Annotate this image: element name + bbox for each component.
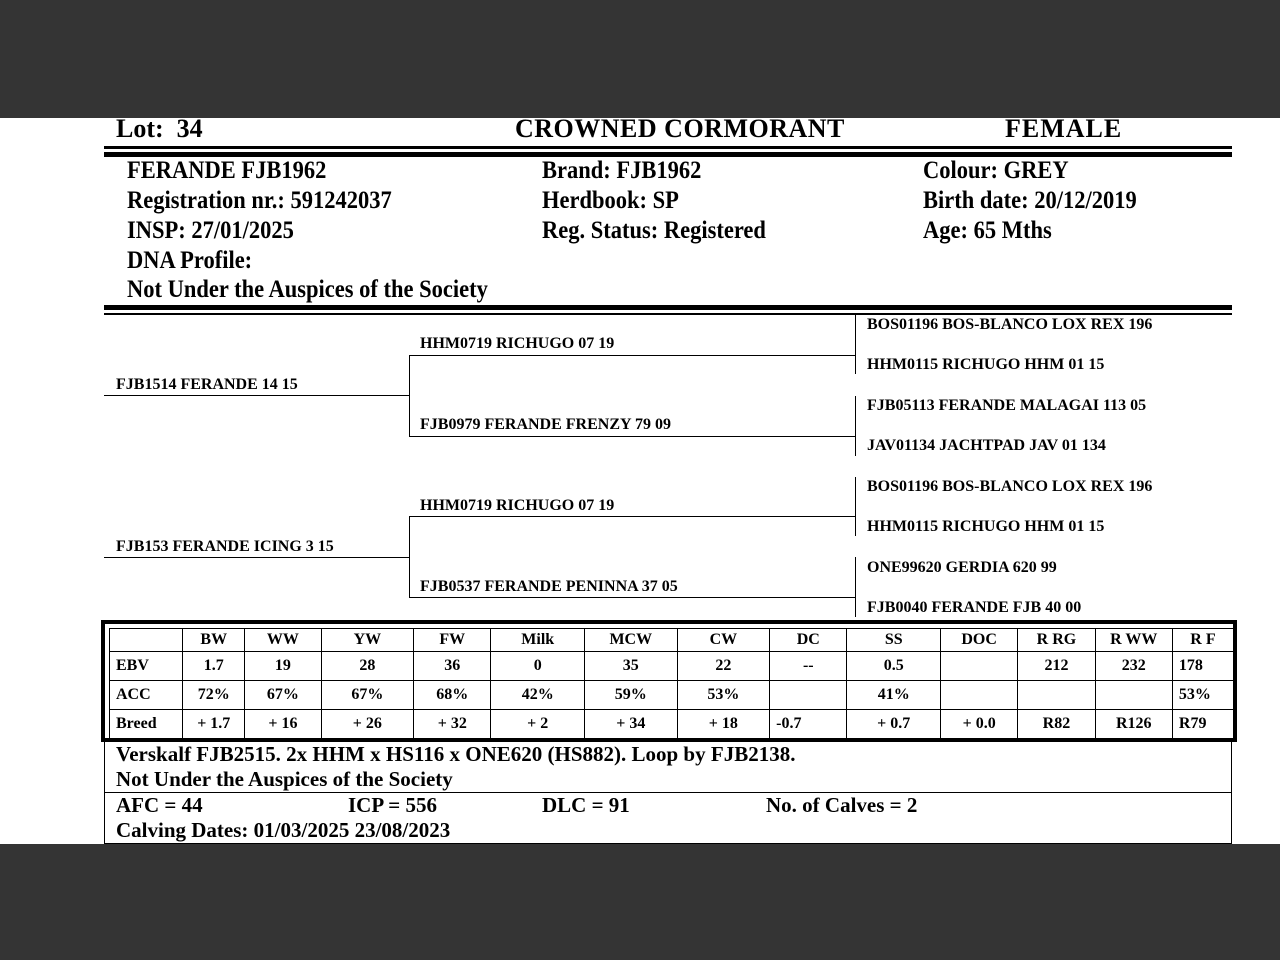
pedigree-gg-4: JAV01134 JACHTPAD JAV 01 134 <box>867 437 1106 454</box>
stats-box <box>104 793 1232 844</box>
notes-line-1: Verskalf FJB2515. 2x HHM x HS116 x ONE620 (HS882). Loop by FJB2138. <box>116 742 796 766</box>
ebv-table <box>109 628 1234 739</box>
ebv-cell: + 34 <box>585 710 678 739</box>
ebv-cell: + 1.7 <box>183 710 245 739</box>
animal-name: FERANDE FJB1962 <box>127 157 327 184</box>
afc-stat: AFC = 44 <box>116 793 203 817</box>
breed-row <box>110 710 1234 739</box>
notes-line-2: Not Under the Auspices of the Society <box>116 767 453 791</box>
ebv-cell: -- <box>770 652 847 681</box>
ebv-cell: 53% <box>677 681 770 710</box>
pedigree-sire: FJB1514 FERANDE 14 15 <box>116 376 298 393</box>
ebv-cell <box>1018 681 1095 710</box>
pedigree-line <box>409 436 856 437</box>
pedigree-gg-1: BOS01196 BOS-BLANCO LOX REX 196 <box>867 316 1153 333</box>
ebv-cell <box>770 681 847 710</box>
pedigree-line <box>409 516 410 597</box>
ebv-cell: R82 <box>1018 710 1095 739</box>
pedigree-sire-sire: HHM0719 RICHUGO 07 19 <box>420 335 615 352</box>
ebv-cell <box>941 652 1018 681</box>
ebv-cell: 19 <box>245 652 321 681</box>
ebv-cell: 59% <box>585 681 678 710</box>
pedigree-sire-dam: FJB0979 FERANDE FRENZY 79 09 <box>420 416 671 433</box>
pedigree-line <box>855 557 856 617</box>
registration-number: Registration nr.: 591242037 <box>127 187 392 214</box>
pedigree-line <box>855 396 856 456</box>
pedigree-dam-sire: HHM0719 RICHUGO 07 19 <box>420 497 615 514</box>
ebv-cell: 36 <box>414 652 491 681</box>
acc-row <box>110 681 1234 710</box>
reg-status: Reg. Status: Registered <box>542 217 766 244</box>
ebv-header-cell: YW <box>321 629 414 652</box>
pedigree-dam-dam: FJB0537 FERANDE PENINNA 37 05 <box>420 578 678 595</box>
ebv-header-cell: BW <box>183 629 245 652</box>
brand: Brand: FJB1962 <box>542 157 702 184</box>
ebv-header-cell: CW <box>677 629 770 652</box>
pedigree-gg-5: BOS01196 BOS-BLANCO LOX REX 196 <box>867 478 1153 495</box>
ebv-header-cell: R RG <box>1018 629 1095 652</box>
ebv-cell: 35 <box>585 652 678 681</box>
ebv-cell: 42% <box>491 681 585 710</box>
ebv-row-label: ACC <box>110 681 183 710</box>
pedigree-line <box>409 355 410 436</box>
ebv-cell: 232 <box>1095 652 1172 681</box>
ebv-cell: R126 <box>1095 710 1172 739</box>
ebv-cell: 1.7 <box>183 652 245 681</box>
pedigree-gg-6: HHM0115 RICHUGO HHM 01 15 <box>867 518 1105 535</box>
ebv-cell: 22 <box>677 652 770 681</box>
ebv-cell <box>941 681 1018 710</box>
pedigree-gg-8: FJB0040 FERANDE FJB 40 00 <box>867 599 1082 616</box>
ebv-header-cell: SS <box>847 629 941 652</box>
breed-title: CROWNED CORMORANT <box>515 114 845 143</box>
pedigree-gg-2: HHM0115 RICHUGO HHM 01 15 <box>867 356 1105 373</box>
ebv-cell: + 16 <box>245 710 321 739</box>
ebv-cell: 68% <box>414 681 491 710</box>
ebv-cell: 0.5 <box>847 652 941 681</box>
ebv-cell: 72% <box>183 681 245 710</box>
ebv-cell: + 18 <box>677 710 770 739</box>
notes-box <box>104 742 1232 793</box>
ebv-cell: 178 <box>1172 652 1233 681</box>
ebv-cell: R79 <box>1172 710 1233 739</box>
ebv-row <box>110 652 1234 681</box>
ebv-cell: + 0.7 <box>847 710 941 739</box>
lot-number: 34 <box>176 114 203 143</box>
pedigree-gg-7: ONE99620 GERDIA 620 99 <box>867 559 1057 576</box>
ebv-cell: + 32 <box>414 710 491 739</box>
pedigree-dam: FJB153 FERANDE ICING 3 15 <box>116 538 334 555</box>
ebv-table-frame <box>101 620 1237 742</box>
ebv-cell: + 2 <box>491 710 585 739</box>
sex-label: FEMALE <box>1005 114 1123 143</box>
pedigree-line <box>104 395 410 396</box>
ebv-cell: + 26 <box>321 710 414 739</box>
pedigree-line <box>409 597 856 598</box>
birth-date: Birth date: 20/12/2019 <box>923 187 1137 214</box>
ebv-header-cell: DOC <box>941 629 1018 652</box>
ebv-cell: 67% <box>245 681 321 710</box>
pedigree-line <box>409 355 856 356</box>
pedigree-gg-3: FJB05113 FERANDE MALAGAI 113 05 <box>867 397 1147 414</box>
ebv-cell: 0 <box>491 652 585 681</box>
lot-label: Lot: 34 <box>116 114 203 143</box>
ebv-row-label: EBV <box>110 652 183 681</box>
catalogue-sheet <box>0 114 1280 844</box>
ebv-cell: 28 <box>321 652 414 681</box>
calves-stat: No. of Calves = 2 <box>766 793 918 817</box>
insp-date: INSP: 27/01/2025 <box>127 217 294 244</box>
ebv-cell: 41% <box>847 681 941 710</box>
pedigree-line <box>104 557 410 558</box>
info-divider-thick <box>104 305 1232 310</box>
info-divider <box>104 313 1232 315</box>
ebv-header-cell: DC <box>770 629 847 652</box>
ebv-cell <box>1095 681 1172 710</box>
dlc-stat: DLC = 91 <box>542 793 630 817</box>
colour: Colour: GREY <box>923 157 1069 184</box>
ebv-header-cell: Milk <box>491 629 585 652</box>
auspices-note: Not Under the Auspices of the Society <box>127 276 488 303</box>
calving-dates: Calving Dates: 01/03/2025 23/08/2023 <box>116 818 451 842</box>
ebv-header-row <box>110 629 1234 652</box>
ebv-header-cell: R WW <box>1095 629 1172 652</box>
ebv-cell: 212 <box>1018 652 1095 681</box>
ebv-header-cell: FW <box>414 629 491 652</box>
ebv-cell: -0.7 <box>770 710 847 739</box>
age: Age: 65 Mths <box>923 217 1052 244</box>
ebv-header-cell: WW <box>245 629 321 652</box>
ebv-row-label: Breed <box>110 710 183 739</box>
pedigree-line <box>855 477 856 536</box>
header-divider <box>104 146 1232 149</box>
herdbook: Herdbook: SP <box>542 187 679 214</box>
icp-stat: ICP = 556 <box>348 793 437 817</box>
pedigree-line <box>855 315 856 374</box>
ebv-header-cell <box>110 629 183 652</box>
dna-profile: DNA Profile: <box>127 247 253 274</box>
ebv-cell: 53% <box>1172 681 1233 710</box>
ebv-header-cell: R F <box>1172 629 1233 652</box>
ebv-cell: + 0.0 <box>941 710 1018 739</box>
ebv-header-cell: MCW <box>585 629 678 652</box>
ebv-cell: 67% <box>321 681 414 710</box>
pedigree-line <box>409 516 856 517</box>
